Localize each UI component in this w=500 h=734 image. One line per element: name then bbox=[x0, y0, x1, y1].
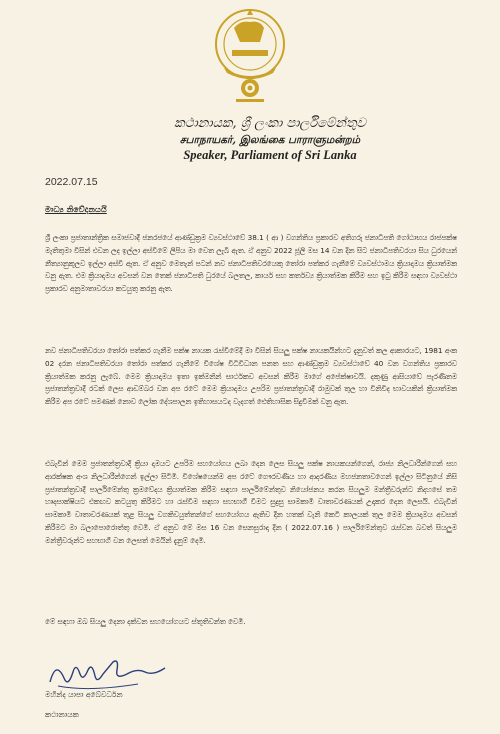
closing-line: මේ සඳහා ඔබ සියලු දෙනා දක්වන සහයෝගයට ස්තූතිවන්ත වෙමි. bbox=[45, 617, 246, 626]
sri-lanka-emblem-icon bbox=[212, 6, 288, 104]
document-subject: මාධ්‍ය නිවේදනයයි bbox=[45, 204, 107, 214]
body-paragraph: නව ජනාධිපතිවරයා තෝරා පත්කර ගැනීම පක්ෂ නායක රැස්වීමේදී මා විසින් සියලු පක්ෂ නායකයින්හට දැනුවත් කල ආකාරයට, 1981 අංක 02 දරන ජනාධිපතිවරයා තෝරා පත්කර ගැනීමේ විශේෂ විධිවිධාන පනත සහ ආණ්ඩුක්‍රම ව්‍යවස්ථාවේ 40 වන වගන්තිය ප්‍රකාරව ක්‍රියාත්මක කරනු ලැබේ. මෙම ක්‍රියාදාමය ඉතා ඉක්මනින් සාර්ථකව අවසන් කිරීම මාගේ අපේක්ෂාවයි. දකුණු ආසියාවේ පැරණිතම ප්‍රජාතන්ත්‍රවාදී රටක් ලෙස ආඩම්බර වන අප රටේ මෙම ක්‍රියාදාමය උපරිම ප්‍රජාතන්ත්‍රවාදී රාමුවක් තුල හා විනිවිද භාවයකින් ක්‍රියාත්මක කිරීම අප රටේ පමණක් නොව ලෝක දේශපාලන ඉතිහාසයටද වැදගත් ඓතිහාසික සිදුවීමක් වනු ඇත. bbox=[45, 346, 457, 407]
letterhead-title-tamil: சபாநாயகர், இலங்கை பாராளுமன்றம் bbox=[179, 134, 361, 146]
letterhead-title-sinhala: කථානායක, ශ්‍රී ලංකා පාර්ලිමේන්තුව bbox=[174, 116, 366, 131]
letterhead-title-english: Speaker, Parliament of Sri Lanka bbox=[183, 148, 357, 162]
signatory-title: කථානායක bbox=[45, 710, 79, 719]
signatory-name: මහින්ද යාපා අබේවර්ධන bbox=[45, 690, 123, 699]
letterhead bbox=[140, 116, 400, 163]
body-paragraph: එබැවින් මෙම ප්‍රජාතන්ත්‍රවාදී ක්‍රියා දාමයට උපරිම සහයෝගය ලබා දෙන ලෙස සියලු පක්ෂ නායකයන්ගෙන්, රාජ්‍ය නිලධාරීන්ගෙන් සහ ආරක්ෂක අංශ නිලධාරීන්ගෙන් ඉල්ලා සිටිමි. විශේෂයෙන්ම අප රටේ ගෞරවණීය හා ආදරණීය මහජනතාවගෙන් ඉල්ලා සිටිනුයේ නිසි ප්‍රජාතන්ත්‍රවාදී පාර්ලිමේන්තු ක්‍රමවේදය ක්‍රියාත්මක කිරීම සඳහා පාර්ලිමේන්තුව නියෝජනය කරන සියලුම මන්ත්‍රීවරුන්ට නිදහසේ තම හෘදසාක්ෂියට එකඟව කටයුතු කිරීමට හා රැස්වීම සඳහා සහභාගී වීමට සුදුසු සාමකාමී වාතාවරණයක් උදාකර දෙන ලෙසයි. එබැවින් සාමකාමී වාතාවරණයක් තුළ සියලු වගකිවයුත්තන්ගේ සහයෝගය ඇතිව දින හතක් වැනි කෙටි කාලයක් තුල මෙම ක්‍රියාදාමය අවසන් කිරීමට මා බලාපොරොත්තු වෙමි. ඒ අනුව මේ මස 16 වන සෙනසුරාදා දින ( 2022.07.16 ) පාර්ලිමේන්තුව රැස්වන බවත් සියලුම මන්ත්‍රීවරුන්ට සහභාගී වන ලෙසත් මෙයින් දැනුම් දෙමි. bbox=[45, 459, 457, 545]
body-paragraph: ශ්‍රී ලංකා ප්‍රජාතාන්ත්‍රික සමාජවාදී ජනරජයේ ආණ්ඩුක්‍රම ව්‍යවස්ථාවේ 38.1 ( ආ ) වගන්තිය ප්‍රකාරව අතිගරු ජනාධිපති ගෝඨාභය රාජපක්ෂ මැතිතුමා විසින් එවන ලද ඉල්ලා අස්වීමේ ලිපිය මා වෙත ලැබී ඇත. ඒ අනුව 2022 ජූලි මස 14 වන දින සිට ජනාධිපතිවරයා සිය ධුරයෙන් නීත්‍යානුකූලව ඉල්ලා අස්වී ඇත. ඒ අනුව මෙතැන් පටන් නව ජනාධිපතිවරයෙකු තෝරා පත්කර ගැනීමේ ව්‍යවස්ථාමය ක්‍රියාදාමය ක්‍රියාත්මක වනු ඇත. එම ක්‍රියාදාමය අවසන් වන තෙක් ජනාධිපති ධුරයේ බලතල, කාර්ය සහ කර්තව්‍ය ක්‍රියාත්මක කිරීම සහ ඉටු කිරීම සඳහා ව්‍යවස්ථා ප්‍රකාරව අනුමාතාවරයා කටයුතු කරනු ඇත. bbox=[45, 233, 457, 294]
document-body bbox=[45, 232, 457, 636]
document-date: 2022.07.15 bbox=[45, 176, 98, 188]
